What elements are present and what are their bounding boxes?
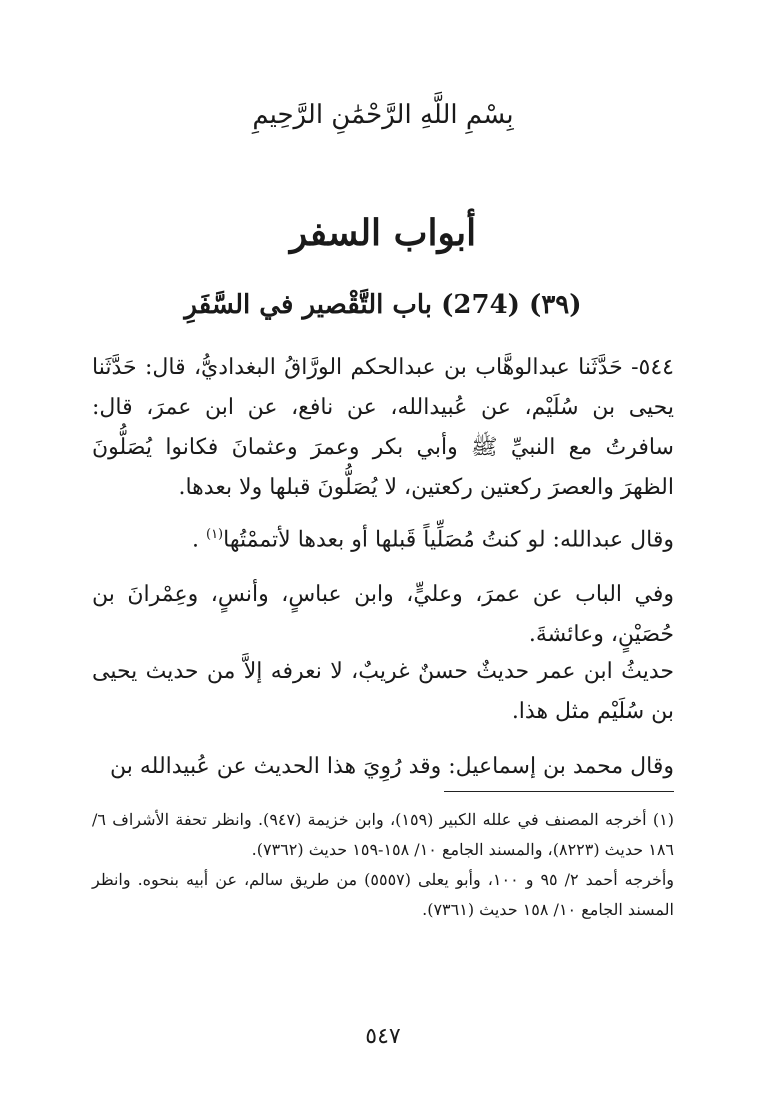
footnote-1-continuation: وأخرجه أحمد ٢/ ٩٥ و ١٠٠، وأبو يعلى (٥٥٥٧) من طريق سالم، عن أبيه بنحوه. وانظر المسند الجامع ١٠/ ١٥٨ حديث (٧٣٦١).	[92, 870, 675, 919]
basmala: بِسْمِ اللَّهِ الرَّحْمَٰنِ الرَّحِيمِ	[252, 100, 514, 130]
footnote-1: (١) أخرجه المصنف في علله الكبير (١٥٩)، وابن خزيمة (٩٤٧). وانظر تحفة الأشراف ٦/ ١٨٦ حديث (٨٢٢٣)، والمسند الجامع ١٠/ ١٥٨-١٥٩ حديث (٧٣٦٢).	[92, 810, 674, 859]
footnote-ref: (١)	[205, 527, 224, 542]
footnotes	[92, 805, 674, 925]
book-title: أبواب السفر	[289, 212, 477, 254]
hadith-paragraph: ٥٤٤- حَدَّثَنا عبدالوهَّاب بن عبدالحكم الورَّاقُ البغداديُّ، قال: حَدَّثَنا يحيى بن سُلَيْم، عن عُبيدالله، عن نافع، عن ابن عمرَ، قال: سافرتُ مع النبيِّ ﷺ وأبي بكر وعمرَ وعثمانَ فكانوا يُصَلُّونَ الظهرَ والعصرَ ركعتين ركعتين، لا يُصَلُّونَ قبلها ولا بعدها.	[92, 355, 674, 500]
abdullah-statement-text: وقال عبدالله: لو كنتُ مُصَلِّياً قَبلها أو بعدها لأتممْتُها	[223, 527, 674, 553]
hukm-paragraph: حديثُ ابن عمر حديثٌ حسنٌ غريبٌ، لا نعرفه إلاَّ من حديث يحيى بن سُلَيْم مثل هذا.	[92, 659, 674, 724]
bab-paragraph: وفي الباب عن عمرَ، وعليٍّ، وابن عباسٍ، وأنسٍ، وعِمْرانَ بن حُصَيْنٍ، وعائشةَ.	[92, 582, 674, 647]
page-number: ٥٤٧	[365, 1024, 401, 1049]
abdullah-statement: وقال عبدالله: لو كنتُ مُصَلِّياً قَبلها أو بعدها لأتممْتُها$^{(١)}$ .	[191, 527, 674, 553]
chapter-title: (٣٩) (274) باب التَّقْصير في السَّفَرِ	[184, 290, 582, 320]
muhammad-paragraph: وقال محمد بن إسماعيل: وقد رُوِيَ هذا الحديث عن عُبيدالله بن	[110, 754, 674, 779]
footnote-separator	[444, 791, 674, 792]
